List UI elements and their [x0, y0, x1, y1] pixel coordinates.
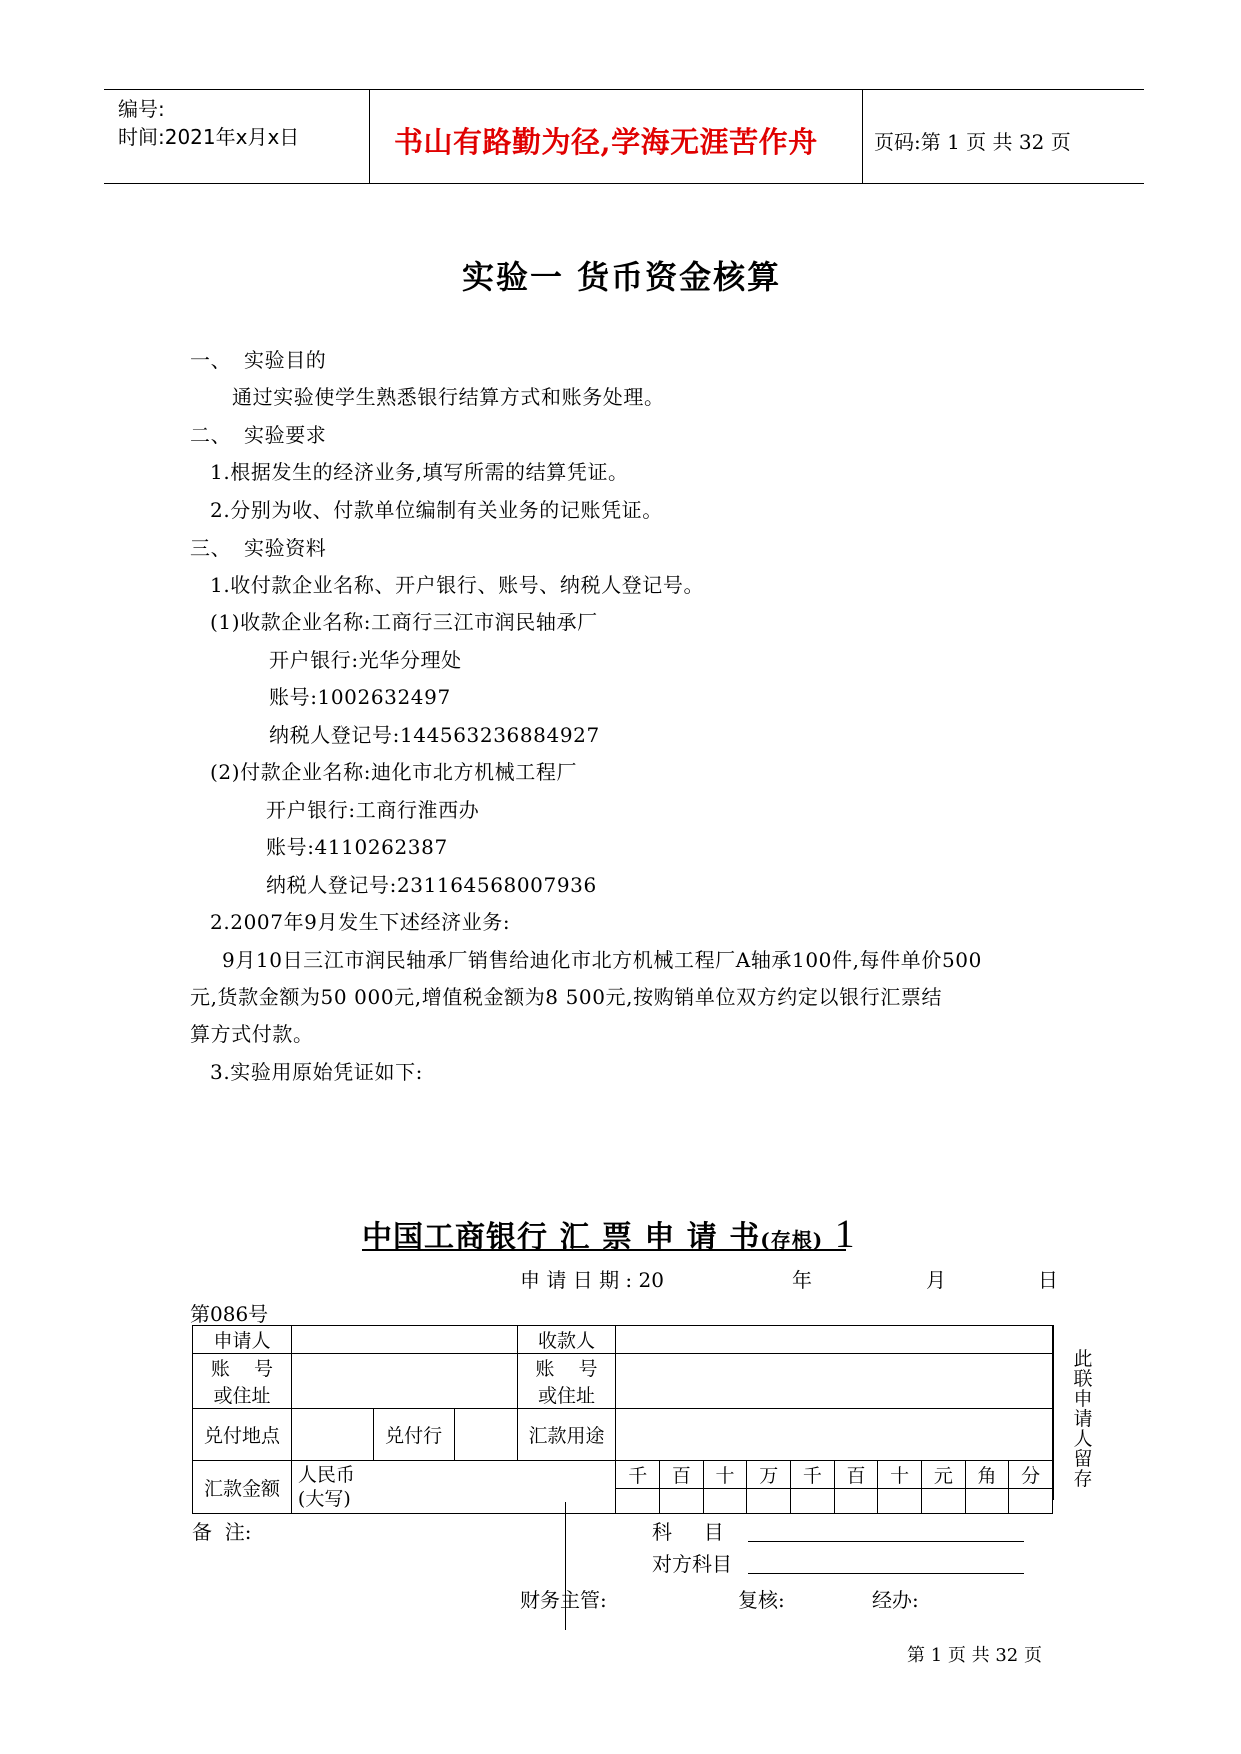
- purpose-label: 汇款用途: [517, 1409, 616, 1461]
- section-num-2: 二、: [190, 423, 232, 447]
- digit-field[interactable]: [878, 1489, 922, 1514]
- digit-label: 分: [1009, 1461, 1052, 1489]
- payee-field[interactable]: [616, 1326, 1053, 1354]
- uppercase-label: (大写): [297, 1488, 351, 1510]
- form-date-label: 申 请 日 期 : 20: [520, 1268, 664, 1292]
- counter-subject-field[interactable]: [748, 1573, 1024, 1574]
- pay-place-label: 兑付地点: [193, 1409, 292, 1461]
- amount-digits-cell: [616, 1461, 1053, 1514]
- digit-label: 千: [616, 1461, 659, 1489]
- digit-field[interactable]: [1009, 1489, 1052, 1514]
- form-year-label: 年: [792, 1268, 812, 1292]
- form-side-rule: [1053, 1325, 1054, 1500]
- section-heading-purpose: 实验目的: [244, 348, 327, 372]
- amount-digits-grid: [616, 1461, 1052, 1513]
- address-label: 或住址: [213, 1385, 271, 1407]
- requirement-1: 1.根据发生的经济业务,填写所需的结算凭证。: [210, 460, 629, 484]
- payee-account-label: [517, 1354, 616, 1409]
- digit-field[interactable]: [922, 1489, 966, 1514]
- pay-bank-field[interactable]: [454, 1409, 517, 1461]
- amount-label: 汇款金额: [193, 1461, 292, 1514]
- digit-label: 角: [965, 1461, 1009, 1489]
- payee-account-field[interactable]: [616, 1354, 1053, 1409]
- account-label: 账 号: [210, 1358, 274, 1380]
- motto: 书山有路勤为径,学海无涯苦作舟: [394, 125, 818, 159]
- section-heading-materials: 实验资料: [244, 536, 327, 560]
- business-paragraph-line-1: 9月10日三江市润民轴承厂销售给迪化市北方机械工程厂A轴承100件,每件单价500: [222, 948, 982, 972]
- page-footer: 第 1 页 共 32 页: [907, 1645, 1042, 1666]
- applicant-account-label: [193, 1354, 292, 1409]
- applicant-field[interactable]: [291, 1326, 517, 1354]
- header-top-rule: [104, 89, 1144, 90]
- digit-label: 十: [703, 1461, 747, 1489]
- digit-field[interactable]: [703, 1489, 747, 1514]
- form-day-label: 日: [1038, 1268, 1058, 1292]
- subject-label: 科 目: [652, 1520, 724, 1544]
- address-label: 或住址: [537, 1385, 595, 1407]
- section-heading-requirements: 实验要求: [244, 423, 327, 447]
- digit-label: 十: [878, 1461, 922, 1489]
- payer-account: 账号:4110262387: [266, 835, 448, 859]
- side-note: 此联申请人留存: [1073, 1348, 1093, 1490]
- materials-item-3: 3.实验用原始凭证如下:: [210, 1060, 424, 1084]
- payer-bank: 开户银行:工商行淮西办: [266, 798, 480, 822]
- purpose-field[interactable]: [616, 1409, 1053, 1461]
- payee-bank: 开户银行:光华分理处: [269, 648, 462, 672]
- header-divider-right: [862, 89, 863, 183]
- digit-label: 万: [747, 1461, 791, 1489]
- requirement-2: 2.分别为收、付款单位编制有关业务的记账凭证。: [210, 498, 663, 522]
- payee-tax-id: 纳税人登记号:144563236884927: [269, 723, 600, 747]
- business-paragraph-line-2: 元,货款金额为50 000元,增值税金额为8 500元,按购销单位双方约定以银行汇票结: [190, 985, 943, 1009]
- digit-field[interactable]: [791, 1489, 835, 1514]
- digit-field[interactable]: [834, 1489, 878, 1514]
- form-serial: 第086号: [190, 1302, 269, 1326]
- header-bottom-rule: [104, 183, 1144, 184]
- account-label: 账 号: [535, 1358, 598, 1380]
- form-month-label: 月: [926, 1268, 946, 1292]
- materials-item-1: 1.收付款企业名称、开户银行、账号、纳税人登记号。: [210, 573, 705, 597]
- pay-bank-label: 兑付行: [373, 1409, 454, 1461]
- subject-field[interactable]: [748, 1541, 1024, 1542]
- page-code: 页码:第 1 页 共 32 页: [874, 130, 1071, 154]
- form-title-main: 中国工商银行 汇 票 申 请 书: [362, 1220, 761, 1255]
- header-divider-left: [369, 89, 370, 183]
- section-num-1: 一、: [190, 348, 232, 372]
- pay-place-field[interactable]: [291, 1409, 373, 1461]
- digit-label: 元: [922, 1461, 966, 1489]
- finance-supervisor-label: 财务主管:: [520, 1588, 607, 1612]
- payee-name: (1)收款企业名称:工商行三江市润民轴承厂: [210, 610, 598, 634]
- digit-field[interactable]: [616, 1489, 659, 1514]
- handler-label: 经办:: [872, 1588, 919, 1612]
- digit-label: 百: [660, 1461, 704, 1489]
- digit-label: 百: [834, 1461, 878, 1489]
- time-label: 时间:2021年x月x日: [118, 125, 300, 149]
- applicant-label: 申请人: [193, 1326, 292, 1354]
- digit-field[interactable]: [747, 1489, 791, 1514]
- form-title-underline: [362, 1249, 846, 1251]
- remarks-label: 备 注:: [192, 1520, 252, 1544]
- digit-field[interactable]: [965, 1489, 1009, 1514]
- form-title-sub: (存根): [760, 1228, 824, 1252]
- section-num-3: 三、: [190, 536, 232, 560]
- reviewer-label: 复核:: [738, 1588, 785, 1612]
- rmb-label: 人民币: [297, 1464, 355, 1486]
- form-title-number: 1: [834, 1211, 856, 1256]
- draft-application-table: [192, 1325, 1053, 1514]
- payee-account: 账号:1002632497: [269, 685, 451, 709]
- payer-name: (2)付款企业名称:迪化市北方机械工程厂: [210, 760, 578, 784]
- document-title: 实验一 货币资金核算: [462, 258, 782, 296]
- counter-subject-label: 对方科目: [652, 1552, 732, 1576]
- digit-label: 千: [791, 1461, 835, 1489]
- digit-field[interactable]: [660, 1489, 704, 1514]
- amount-uppercase-field[interactable]: [291, 1461, 616, 1514]
- materials-item-2: 2.2007年9月发生下述经济业务:: [210, 910, 511, 934]
- serial-label: 编号:: [118, 97, 165, 121]
- applicant-account-field[interactable]: [291, 1354, 517, 1409]
- purpose-text: 通过实验使学生熟悉银行结算方式和账务处理。: [232, 385, 665, 409]
- payee-label: 收款人: [517, 1326, 616, 1354]
- business-paragraph-line-3: 算方式付款。: [190, 1022, 314, 1046]
- payer-tax-id: 纳税人登记号:231164568007936: [266, 873, 597, 897]
